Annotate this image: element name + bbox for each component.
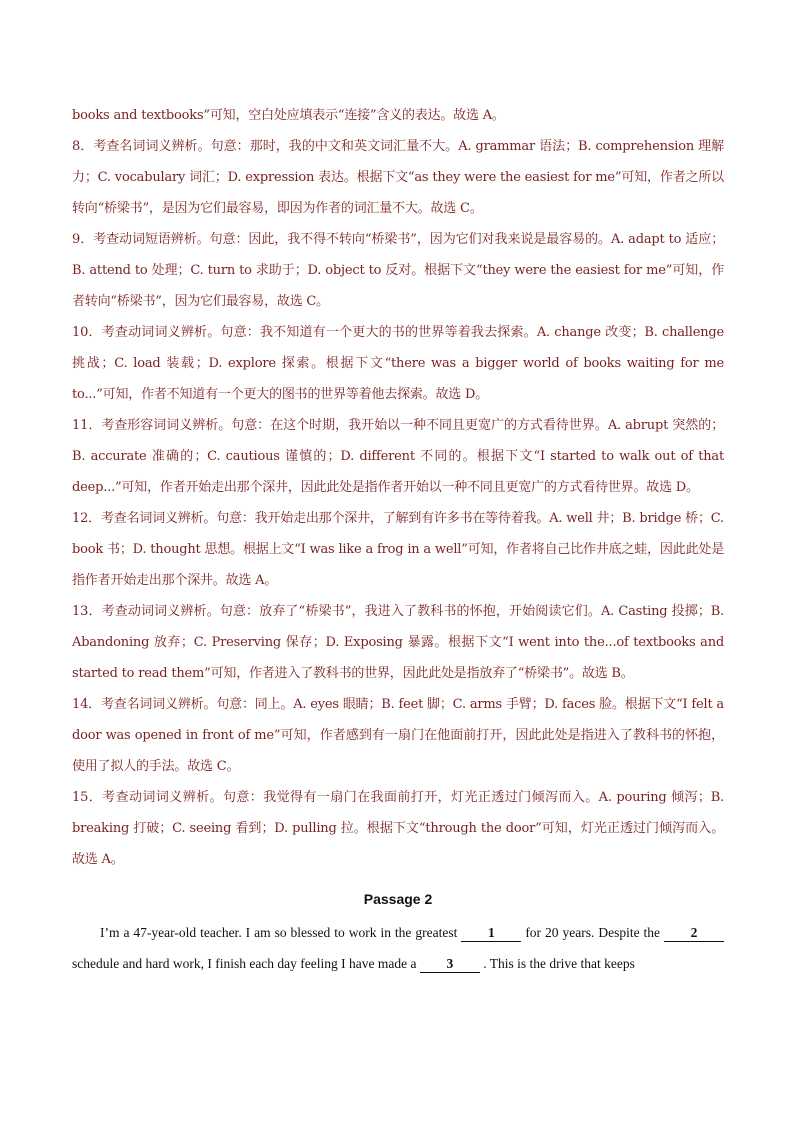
blank-2: 2 — [664, 925, 724, 942]
passage-text-1: I’m a 47-year-old teacher. I am so blessed to work in the greatest — [100, 925, 462, 940]
answer-15: 15．考查动词词义辨析。句意：我觉得有一扇门在我面前打开，灯光正透过门倾泻而入。A. pouring 倾泻；B. breaking 打破；C. seeing 看到；D. pulling 拉。根据下文“through the door”可知，灯光正透过门倾泻而入。故选 A。 — [72, 790, 724, 867]
answer-13: 13．考查动词词义辨析。句意：放弃了“桥梁书”，我进入了教科书的怀抱，开始阅读它们。A. Casting 投掷；B. Abandoning 放弃；C. Preserving 保存；D. Exposing 暴露。根据下文“I went into the...of textbooks and started to read them”可知，作者进入了教科书的世界，因此此处是指放弃了“桥梁书”。故选 B。 — [72, 604, 724, 681]
passage-paragraph — [72, 917, 724, 979]
answer-12: 12．考查名词词义辨析。句意：我开始走出那个深井，了解到有许多书在等待着我。A. well 井；B. bridge 桥；C. book 书；D. thought 思想。根据上文“I was like a frog in a well”可知，作者将自己比作井底之蛙，因此此处是指作者开始走出那个深井。故选 A。 — [72, 511, 724, 588]
answer-8: 8．考查名词词义辨析。句意：那时，我的中文和英文词汇量不大。A. grammar 语法；B. comprehension 理解力；C. vocabulary 词汇；D. expression 表达。根据下文“as they were the easiest for me”可知，作者之所以转向“桥梁书”，是因为它们最容易，即因为作者的词汇量不大。故选 C。 — [72, 139, 724, 216]
answer-9: 9．考查动词短语辨析。句意：因此，我不得不转向“桥梁书”，因为它们对我来说是最容易的。A. adapt to 适应；B. attend to 处理；C. turn to 求助于；D. object to 反对。根据下文“they were the easiest for me”可知，作者转向“桥梁书”，因为它们最容易，故选 C。 — [72, 232, 724, 309]
answer-7-tail: books and textbooks”可知，空白处应填表示“连接”含义的表达。故选 A。 — [72, 108, 505, 123]
blank-3: 3 — [420, 956, 480, 973]
passage-text-3: schedule and hard work, I finish each day feeling I have made a — [72, 956, 420, 971]
passage-title: Passage 2 — [363, 891, 433, 907]
answer-14: 14．考查名词词义辨析。句意：同上。A. eyes 眼睛；B. feet 脚；C. arms 手臂；D. faces 脸。根据下文“I felt a door was opened in front of me”可知，作者感到有一扇门在他面前打开，因此此处是指进入了教科书的怀抱，使用了拟人的手法。故选 C。 — [72, 697, 724, 774]
passage-text-4: . This is the drive that keeps — [479, 956, 635, 971]
blank-1: 1 — [461, 925, 521, 942]
answer-10: 10．考查动词词义辨析。句意：我不知道有一个更大的书的世界等着我去探索。A. change 改变；B. challenge 挑战；C. load 装载；D. explore 探索。根据下文“there was a bigger world of books waiting for me to...”可知，作者不知道有一个更大的图书的世界等着他去探索。故选 D。 — [72, 325, 724, 402]
answer-11: 11．考查形容词词义辨析。句意：在这个时期，我开始以一种不同且更宽广的方式看待世界。A. abrupt 突然的；B. accurate 准确的；C. cautious 谨慎的；D. different 不同的。根据下文“I started to walk out of that deep...”可知，作者开始走出那个深井，因此此处是指作者开始以一种不同且更宽广的方式看待世界。故选 D。 — [72, 418, 724, 495]
document-page — [72, 100, 724, 979]
passage-text-2: for 20 years. Despite the — [521, 925, 664, 940]
